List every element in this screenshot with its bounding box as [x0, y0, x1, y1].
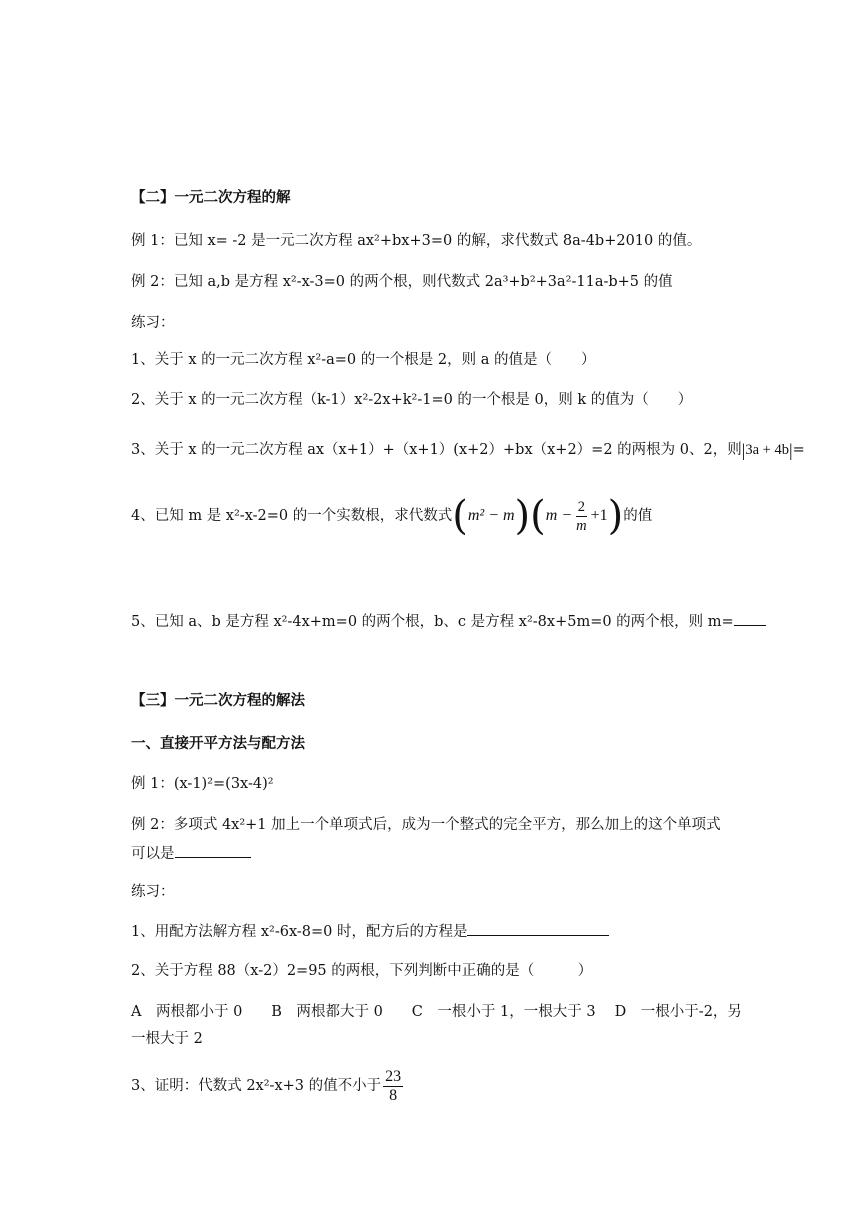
- paren-open-2: (: [530, 493, 546, 539]
- fraction-denominator: 8: [389, 1086, 398, 1104]
- paren-close-1: ): [514, 493, 531, 539]
- answer-blank[interactable]: [175, 843, 251, 858]
- section3-question-2: 2、关于方程 88（x-2）2=95 的两根，下列判断中正确的是（ ）: [131, 963, 593, 979]
- section3-question-3: [131, 1066, 405, 1106]
- section2-heading: 【二】一元二次方程的解: [131, 189, 291, 206]
- formula-part-2b: +1: [590, 507, 608, 524]
- section3-question-2-options-line1: A 两根都小于 0 B 两根都大于 0 C 一根小于 1，一根大于 3 D 一根小于-2，另: [131, 1004, 742, 1020]
- question-3-text: 3、关于 x 的一元二次方程 ax（x+1）+（x+1）(x+2）+bx（x+2）=2 的两根为 0、2，则: [131, 442, 742, 458]
- question-4-formula: [452, 494, 623, 538]
- section2-question-5: [131, 611, 766, 632]
- abs-bar-right: |: [788, 440, 793, 460]
- answer-blank[interactable]: [467, 921, 609, 936]
- section3-subheading: 一、直接开平方法与配方法: [131, 735, 305, 752]
- paren-open-1: (: [452, 493, 468, 539]
- example2-text: 可以是: [131, 846, 175, 862]
- question-3-text: 3、证明：代数式 2x²-x+3 的值不小于: [131, 1078, 382, 1094]
- section2-question-4: [131, 494, 652, 538]
- question-4-tail: 的值: [623, 508, 653, 524]
- section3-example1: 例 1：(x-1)²=(3x-4)²: [131, 776, 274, 792]
- paren-close-2: ): [607, 493, 624, 539]
- formula-fraction: [574, 498, 588, 535]
- section2-question-2: 2、关于 x 的一元二次方程（k-1）x²-2x+k²-1=0 的一个根是 0，则 k 的值为（ ）: [131, 392, 693, 408]
- section2-question-3: [131, 440, 805, 460]
- fraction-numerator: 2: [577, 498, 585, 515]
- section3-question-2-options-line2: 一根大于 2: [131, 1031, 203, 1047]
- section3-example2-line2: [131, 843, 251, 864]
- section3-example2-line1: 例 2：多项式 4x²+1 加上一个单项式后，成为一个整式的完全平方，那么加上的这个单项式: [131, 817, 721, 833]
- section2-example1: 例 1：已知 x= -2 是一元二次方程 ax²+bx+3=0 的解，求代数式 8a-4b+2010 的值。: [131, 233, 702, 249]
- question-3-fraction: [383, 1068, 403, 1105]
- section2-question-1: 1、关于 x 的一元二次方程 x²-a=0 的一个根是 2，则 a 的值是（ ）: [131, 352, 596, 368]
- question-3-tail: =: [792, 442, 805, 458]
- question-3-expression: 3a + 4b: [745, 442, 789, 458]
- section2-example2: 例 2：已知 a,b 是方程 x²-x-3=0 的两个根，则代数式 2a³+b²+3a²-11a-b+5 的值: [131, 274, 673, 290]
- question-5-text: 5、已知 a、b 是方程 x²-4x+m=0 的两个根，b、c 是方程 x²-8x+5m=0 的两个根，则 m=: [131, 614, 734, 630]
- section2-practice-label: 练习：: [131, 315, 175, 331]
- formula-part-1: m² − m: [467, 507, 515, 524]
- fraction-denominator: m: [576, 517, 587, 534]
- abs-bar-left: |: [741, 440, 746, 460]
- formula-part-2a: m −: [545, 507, 573, 524]
- section3-practice-label: 练习：: [131, 884, 175, 900]
- question-1-text: 1、用配方法解方程 x²-6x-8=0 时，配方后的方程是: [131, 924, 468, 940]
- question-4-text: 4、已知 m 是 x²-x-2=0 的一个实数根，求代数式: [131, 508, 453, 524]
- section3-heading: 【三】一元二次方程的解法: [131, 692, 305, 709]
- answer-blank[interactable]: [734, 611, 766, 626]
- fraction-numerator: 23: [385, 1067, 402, 1085]
- section3-question-1: [131, 921, 609, 942]
